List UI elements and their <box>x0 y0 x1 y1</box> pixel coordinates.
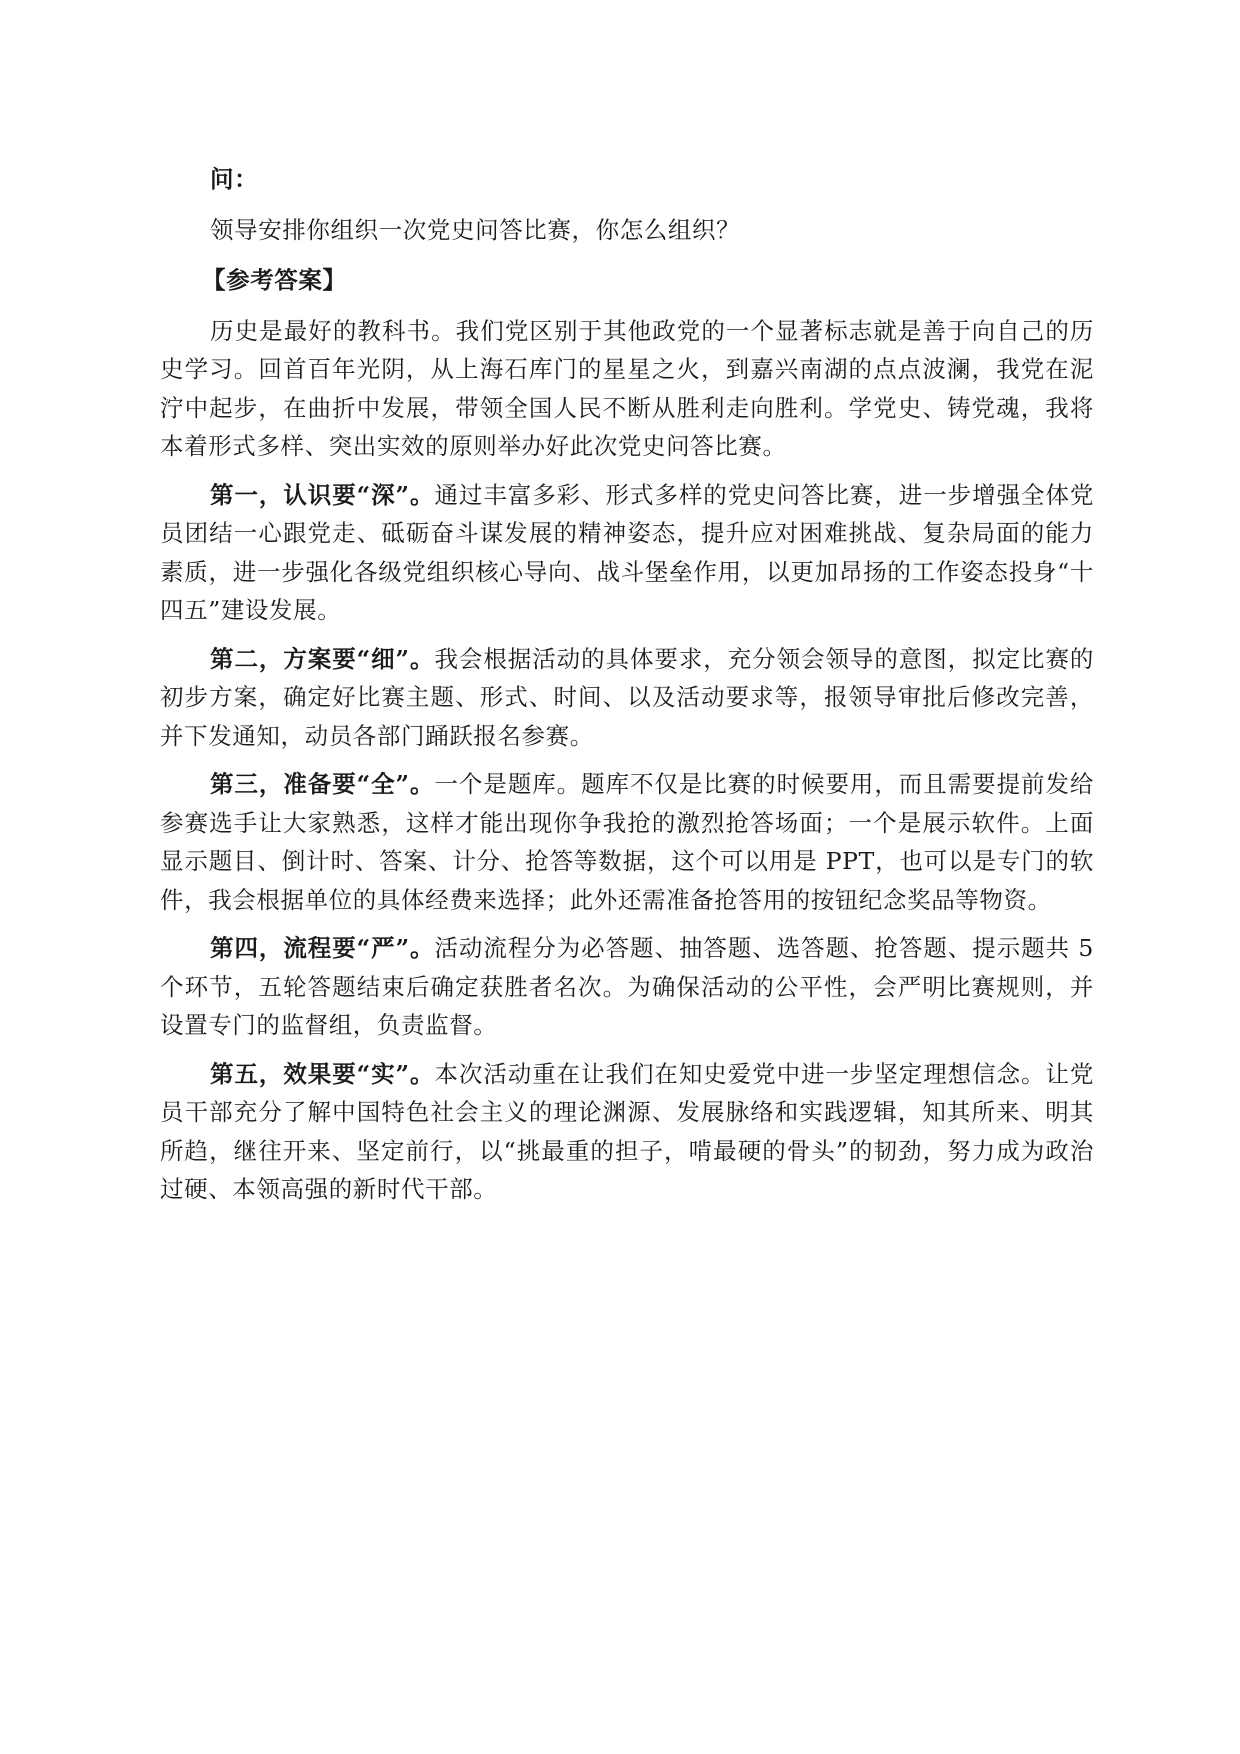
point-paragraph-2 <box>160 640 1094 756</box>
point-heading-2: 第二，方案要“细”。 <box>210 644 435 673</box>
point-text-4: 活动流程分为必答题、抽答题、选答题、抢答题、提示题共 5 个环节，五轮答题结束后确定获胜者名次。为确保活动的公平性，会严明比赛规则，并设置专门的监督组，负责监督。 <box>160 934 1094 1039</box>
point-text-1: 通过丰富多彩、形式多样的党史问答比赛，进一步增强全体党员团结一心跟党走、砥砺奋斗谋发展的精神姿态，提升应对困难挑战、复杂局面的能力素质，进一步强化各级党组织核心导向、战斗堡垒作用，以更加昂扬的工作姿态投身“十四五”建设发展。 <box>160 480 1094 624</box>
point-text-3: 一个是题库。题库不仅是比赛的时候要用，而且需要提前发给参赛选手让大家熟悉，这样才能出现你争我抢的激烈抢答场面；一个是展示软件。上面显示题目、倒计时、答案、计分、抢答等数据，这个可以用是 PPT，也可以是专门的软件，我会根据单位的具体经费来选择；此外还需准备抢答用的按钮纪念奖品等物资。 <box>160 770 1094 914</box>
intro-paragraph: 历史是最好的教科书。我们党区别于其他政党的一个显著标志就是善于向自己的历史学习。回首百年光阴，从上海石库门的星星之火，到嘉兴南湖的点点波澜，我党在泥泞中起步，在曲折中发展，带领全国人民不断从胜利走向胜利。学党史、铸党魂，我将本着形式多样、突出实效的原则举办好此次党史问答比赛。 <box>160 316 1094 460</box>
point-paragraph-4 <box>160 929 1094 1045</box>
point-paragraph-1 <box>160 476 1094 630</box>
question-text: 领导安排你组织一次党史问答比赛，你怎么组织？ <box>210 215 741 244</box>
question-label: 问： <box>210 165 259 193</box>
point-heading-1: 第一，认识要“深”。 <box>210 480 435 509</box>
point-paragraph-3 <box>160 765 1094 919</box>
point-text-2: 我会根据活动的具体要求，充分领会领导的意图，拟定比赛的初步方案，确定好比赛主题、形式、时间、以及活动要求等，报领导审批后修改完善，并下发通知，动员各部门踊跃报名参赛。 <box>160 644 1094 750</box>
point-text-5: 本次活动重在让我们在知史爱党中进一步坚定理想信念。让党员干部充分了解中国特色社会主义的理论渊源、发展脉络和实践逻辑，知其所来、明其所趋，继往开来、坚定前行，以“挑最重的担子，啃最硬的骨头”的韧劲，努力成为政治过硬、本领高强的新时代干部。 <box>160 1059 1094 1203</box>
point-paragraph-5 <box>160 1055 1094 1209</box>
point-heading-4: 第四，流程要“严”。 <box>210 934 435 962</box>
answer-heading: 【参考答案】 <box>202 266 347 294</box>
point-heading-3: 第三，准备要“全”。 <box>210 770 435 798</box>
document-page <box>160 160 1094 1219</box>
point-heading-5: 第五，效果要“实”。 <box>210 1059 435 1088</box>
